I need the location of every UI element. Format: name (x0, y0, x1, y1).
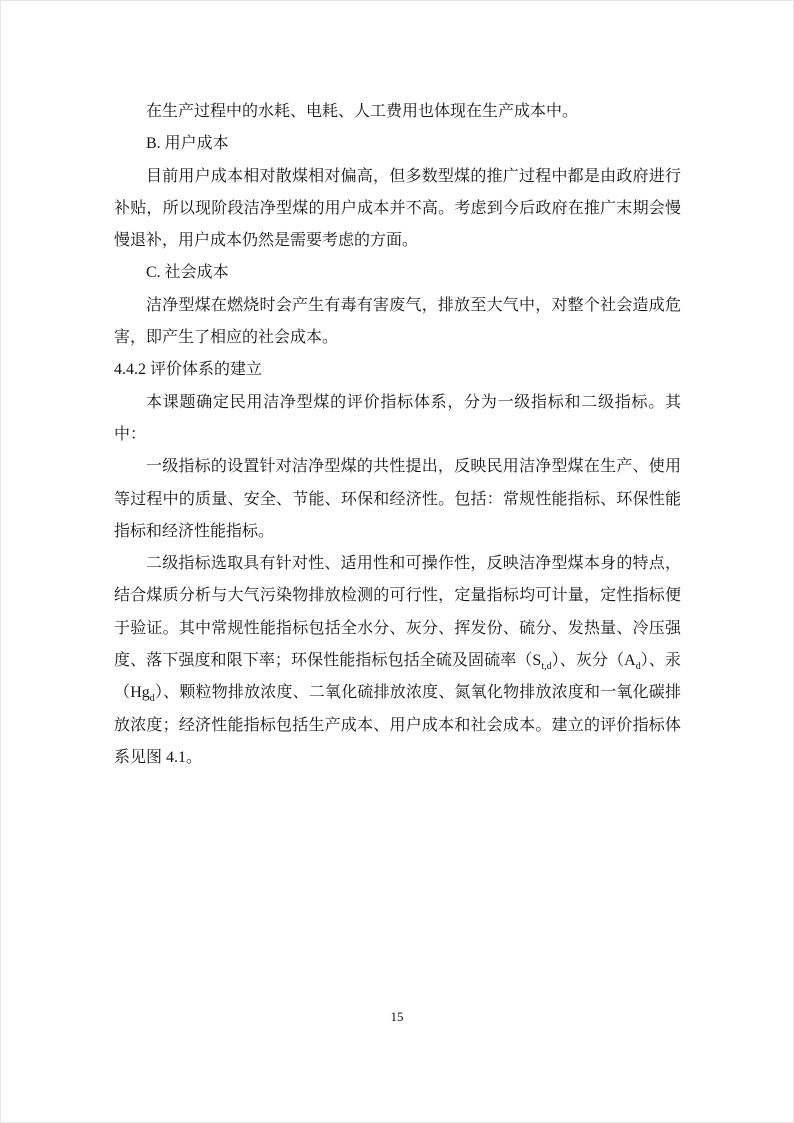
subscript-ad: d (635, 661, 641, 673)
text-segment: ）、颗粒物排放浓度、二氧化硫排放浓度、氮氧化物排放浓度和一氧化碳排放浓度；经济性能指标包括生产成本、用户成本和社会成本。建立的评价指标体系见图 4.1。 (114, 684, 681, 766)
paragraph-social-cost: 洁净型煤在燃烧时会产生有毒有害废气，排放至大气中，对整个社会造成危害，即产生了相应的社会成本。 (114, 296, 681, 347)
paragraph-system-intro: 本课题确定民用洁净型煤的评价指标体系，分为一级指标和二级指标。其中： (114, 393, 681, 443)
page-footer (1, 1009, 793, 1025)
subscript-std: t,d (541, 661, 552, 673)
paragraph-user-cost: 目前用户成本相对散煤相对偏高，但多数型煤的推广过程中都是由政府进行补贴，所以现阶段洁净型煤的用户成本并不高。考虑到今后政府在推广末期会慢慢退补，用户成本仍然是需要考虑的方面。 (114, 167, 681, 250)
subscript-hgd: d (149, 693, 155, 705)
page-number: 15 (390, 1009, 404, 1024)
text-segment: 二级指标选取具有针对性、适用性和可操作性，反映洁净型煤本身的特点，结合煤质分析与大气污染物排放检测的可行性，定量指标均可计量，定性指标便于验证。其中常规性能指标包括全水分、灰分、挥发份、硫分、发热量、冷压强度、落下强度和限下率；环保性能指标包括全硫及固硫率（S (114, 555, 681, 670)
subheading-social-cost: C. 社会成本 (146, 264, 229, 282)
paragraph-secondary-indicators (114, 548, 681, 774)
page-content (114, 96, 681, 774)
subheading-user-cost: B. 用户成本 (146, 135, 229, 153)
section-heading-4-4-2: 4.4.2 评价体系的建立 (114, 361, 263, 379)
text-segment: ）、灰分（A (551, 652, 636, 670)
paragraph-production-cost-tail: 在生产过程中的水耗、电耗、人工费用也体现在生产成本中。 (146, 103, 579, 120)
text-segment: ）、汞（Hg (114, 652, 681, 702)
paragraph-primary-indicators: 一级指标的设置针对洁净型煤的共性提出，反映民用洁净型煤在生产、使用等过程中的质量、安全、节能、环保和经济性。包括：常规性能指标、环保性能指标和经济性能指标。 (114, 458, 681, 540)
